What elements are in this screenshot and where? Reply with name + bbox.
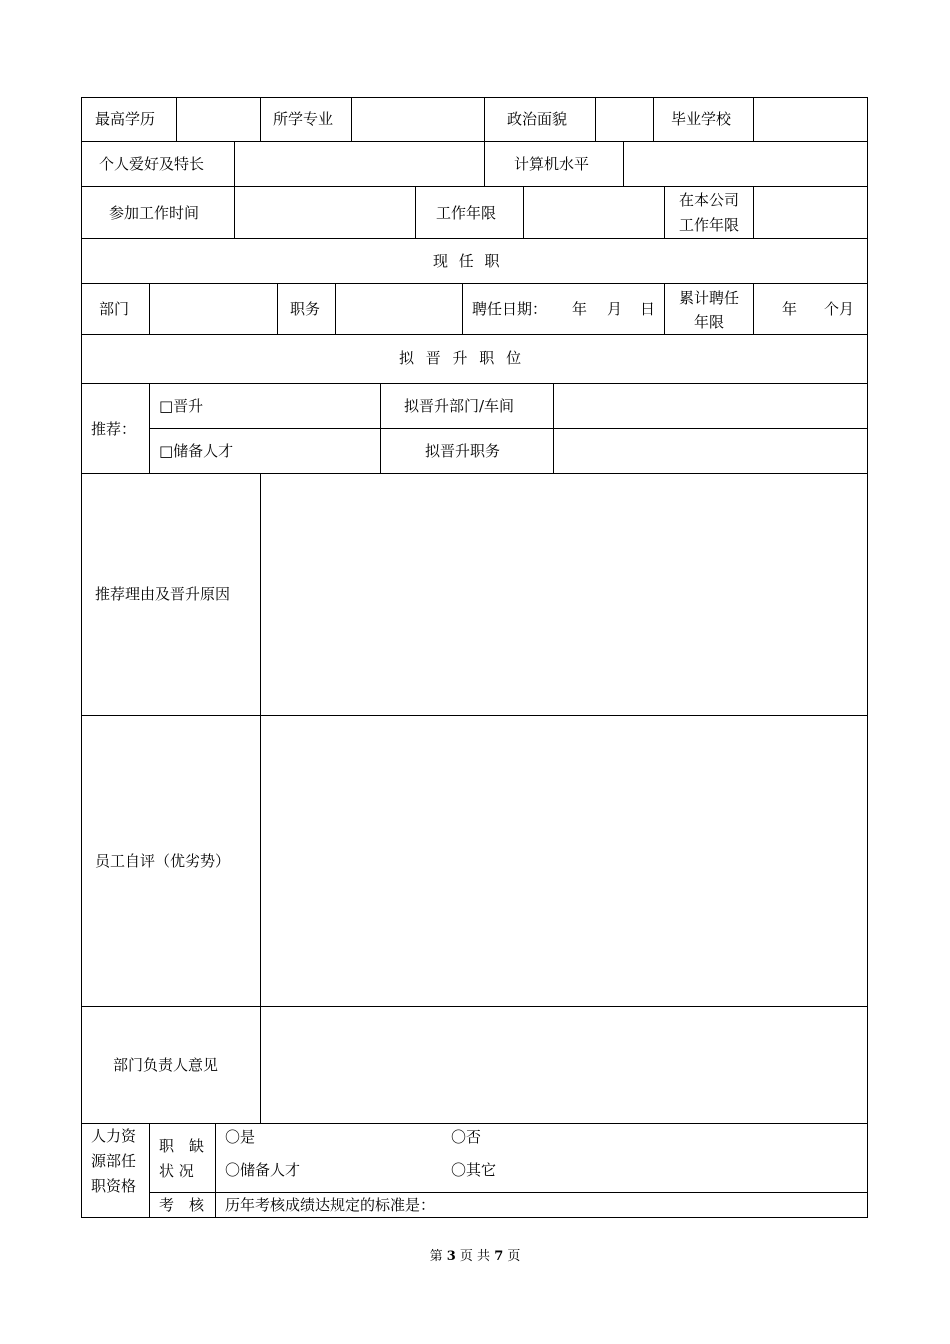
- cell-divider: [215, 1123, 216, 1218]
- target-duty-label: 拟晋升职务: [425, 442, 501, 460]
- work-years-label: 工作年限: [436, 204, 497, 222]
- self-eval-field[interactable]: [261, 716, 867, 1006]
- dept-opinion-label: 部门负责人意见: [113, 1056, 219, 1074]
- row-divider: [81, 1123, 868, 1124]
- cell-divider: [415, 186, 416, 239]
- vacancy-other-radio[interactable]: 〇其它: [451, 1161, 497, 1179]
- cell-divider: [484, 97, 485, 142]
- start-work-field[interactable]: [235, 187, 415, 238]
- proposed-position-header: 拟 晋 升 职 位: [399, 349, 522, 367]
- hire-day-label: 日: [640, 300, 656, 318]
- vacancy-label-line2: 状 况: [159, 1162, 194, 1180]
- hire-year-label: 年: [572, 300, 588, 318]
- dept-opinion-field[interactable]: [261, 1007, 867, 1123]
- assess-text: 历年考核成绩达规定的标准是：: [225, 1196, 436, 1214]
- total-year-unit: 年: [782, 300, 798, 318]
- vacancy-label-line1: 职 缺: [159, 1137, 205, 1155]
- cell-divider: [462, 283, 463, 335]
- hobby-field[interactable]: [235, 142, 484, 186]
- border-left: [81, 97, 82, 1218]
- dept-label: 部门: [99, 300, 130, 318]
- promote-checkbox[interactable]: □晋升: [159, 397, 204, 415]
- computer-field[interactable]: [624, 142, 867, 186]
- footer-prefix: 第: [429, 1249, 443, 1264]
- start-work-label: 参加工作时间: [109, 204, 200, 222]
- cell-divider: [380, 383, 381, 474]
- current-position-header: 现 任 职: [433, 252, 500, 270]
- vacancy-reserve-radio[interactable]: 〇储备人才: [225, 1161, 301, 1179]
- duty-field[interactable]: [336, 284, 462, 334]
- total-month-unit: 个月: [824, 300, 855, 318]
- reason-field[interactable]: [261, 474, 867, 715]
- total-years-label-line1: 累计聘任: [678, 289, 739, 307]
- reserve-checkbox[interactable]: □储备人才: [159, 442, 234, 460]
- political-field[interactable]: [596, 98, 653, 141]
- company-years-label-line1: 在本公司: [678, 191, 739, 209]
- dept-field[interactable]: [150, 284, 277, 334]
- hire-date-label: 聘任日期：: [472, 300, 548, 318]
- company-years-field[interactable]: [754, 187, 867, 238]
- vacancy-yes-radio[interactable]: 〇是: [225, 1128, 256, 1146]
- cell-divider: [149, 383, 150, 474]
- target-dept-field[interactable]: [554, 384, 867, 428]
- page-footer: [0, 1245, 950, 1264]
- row-divider: [81, 238, 868, 239]
- reason-label: 推荐理由及晋升原因: [95, 585, 231, 603]
- cell-divider: [149, 1123, 150, 1218]
- hobby-label: 个人爱好及特长: [99, 155, 205, 173]
- target-dept-label: 拟晋升部门/车间: [404, 397, 515, 415]
- cell-divider: [653, 97, 654, 142]
- cell-divider: [484, 141, 485, 187]
- education-field[interactable]: [177, 98, 260, 141]
- border-bottom: [81, 1217, 868, 1218]
- major-field[interactable]: [352, 98, 484, 141]
- education-label: 最高学历: [95, 110, 156, 128]
- vacancy-no-radio[interactable]: 〇否: [451, 1128, 482, 1146]
- cell-divider: [277, 283, 278, 335]
- promotion-form: [81, 97, 868, 1218]
- footer-page-number: 3: [446, 1249, 456, 1264]
- footer-suffix: 页: [507, 1249, 521, 1264]
- target-duty-field[interactable]: [554, 429, 867, 473]
- border-right: [867, 97, 868, 1218]
- major-label: 所学专业: [273, 110, 334, 128]
- hr-label-line3: 职资格: [91, 1177, 137, 1195]
- duty-label: 职务: [290, 300, 321, 318]
- total-years-label-line2: 年限: [693, 313, 724, 331]
- political-label: 政治面貌: [507, 110, 568, 128]
- hr-label-line2: 源部任: [91, 1152, 137, 1170]
- assess-label: 考 核: [159, 1196, 205, 1214]
- school-field[interactable]: [754, 98, 867, 141]
- footer-middle: 页 共: [459, 1249, 491, 1264]
- footer-total-pages: 7: [494, 1249, 504, 1264]
- recommend-label: 推荐：: [91, 420, 137, 438]
- hr-label-line1: 人力资: [91, 1127, 137, 1145]
- row-divider: [81, 334, 868, 335]
- company-years-label-line2: 工作年限: [678, 216, 739, 234]
- hire-month-label: 月: [607, 300, 623, 318]
- work-years-field[interactable]: [524, 187, 664, 238]
- row-divider: [81, 186, 868, 187]
- computer-label: 计算机水平: [514, 155, 590, 173]
- school-label: 毕业学校: [671, 110, 732, 128]
- self-eval-label: 员工自评（优劣势）: [95, 852, 231, 870]
- cell-divider: [753, 283, 754, 335]
